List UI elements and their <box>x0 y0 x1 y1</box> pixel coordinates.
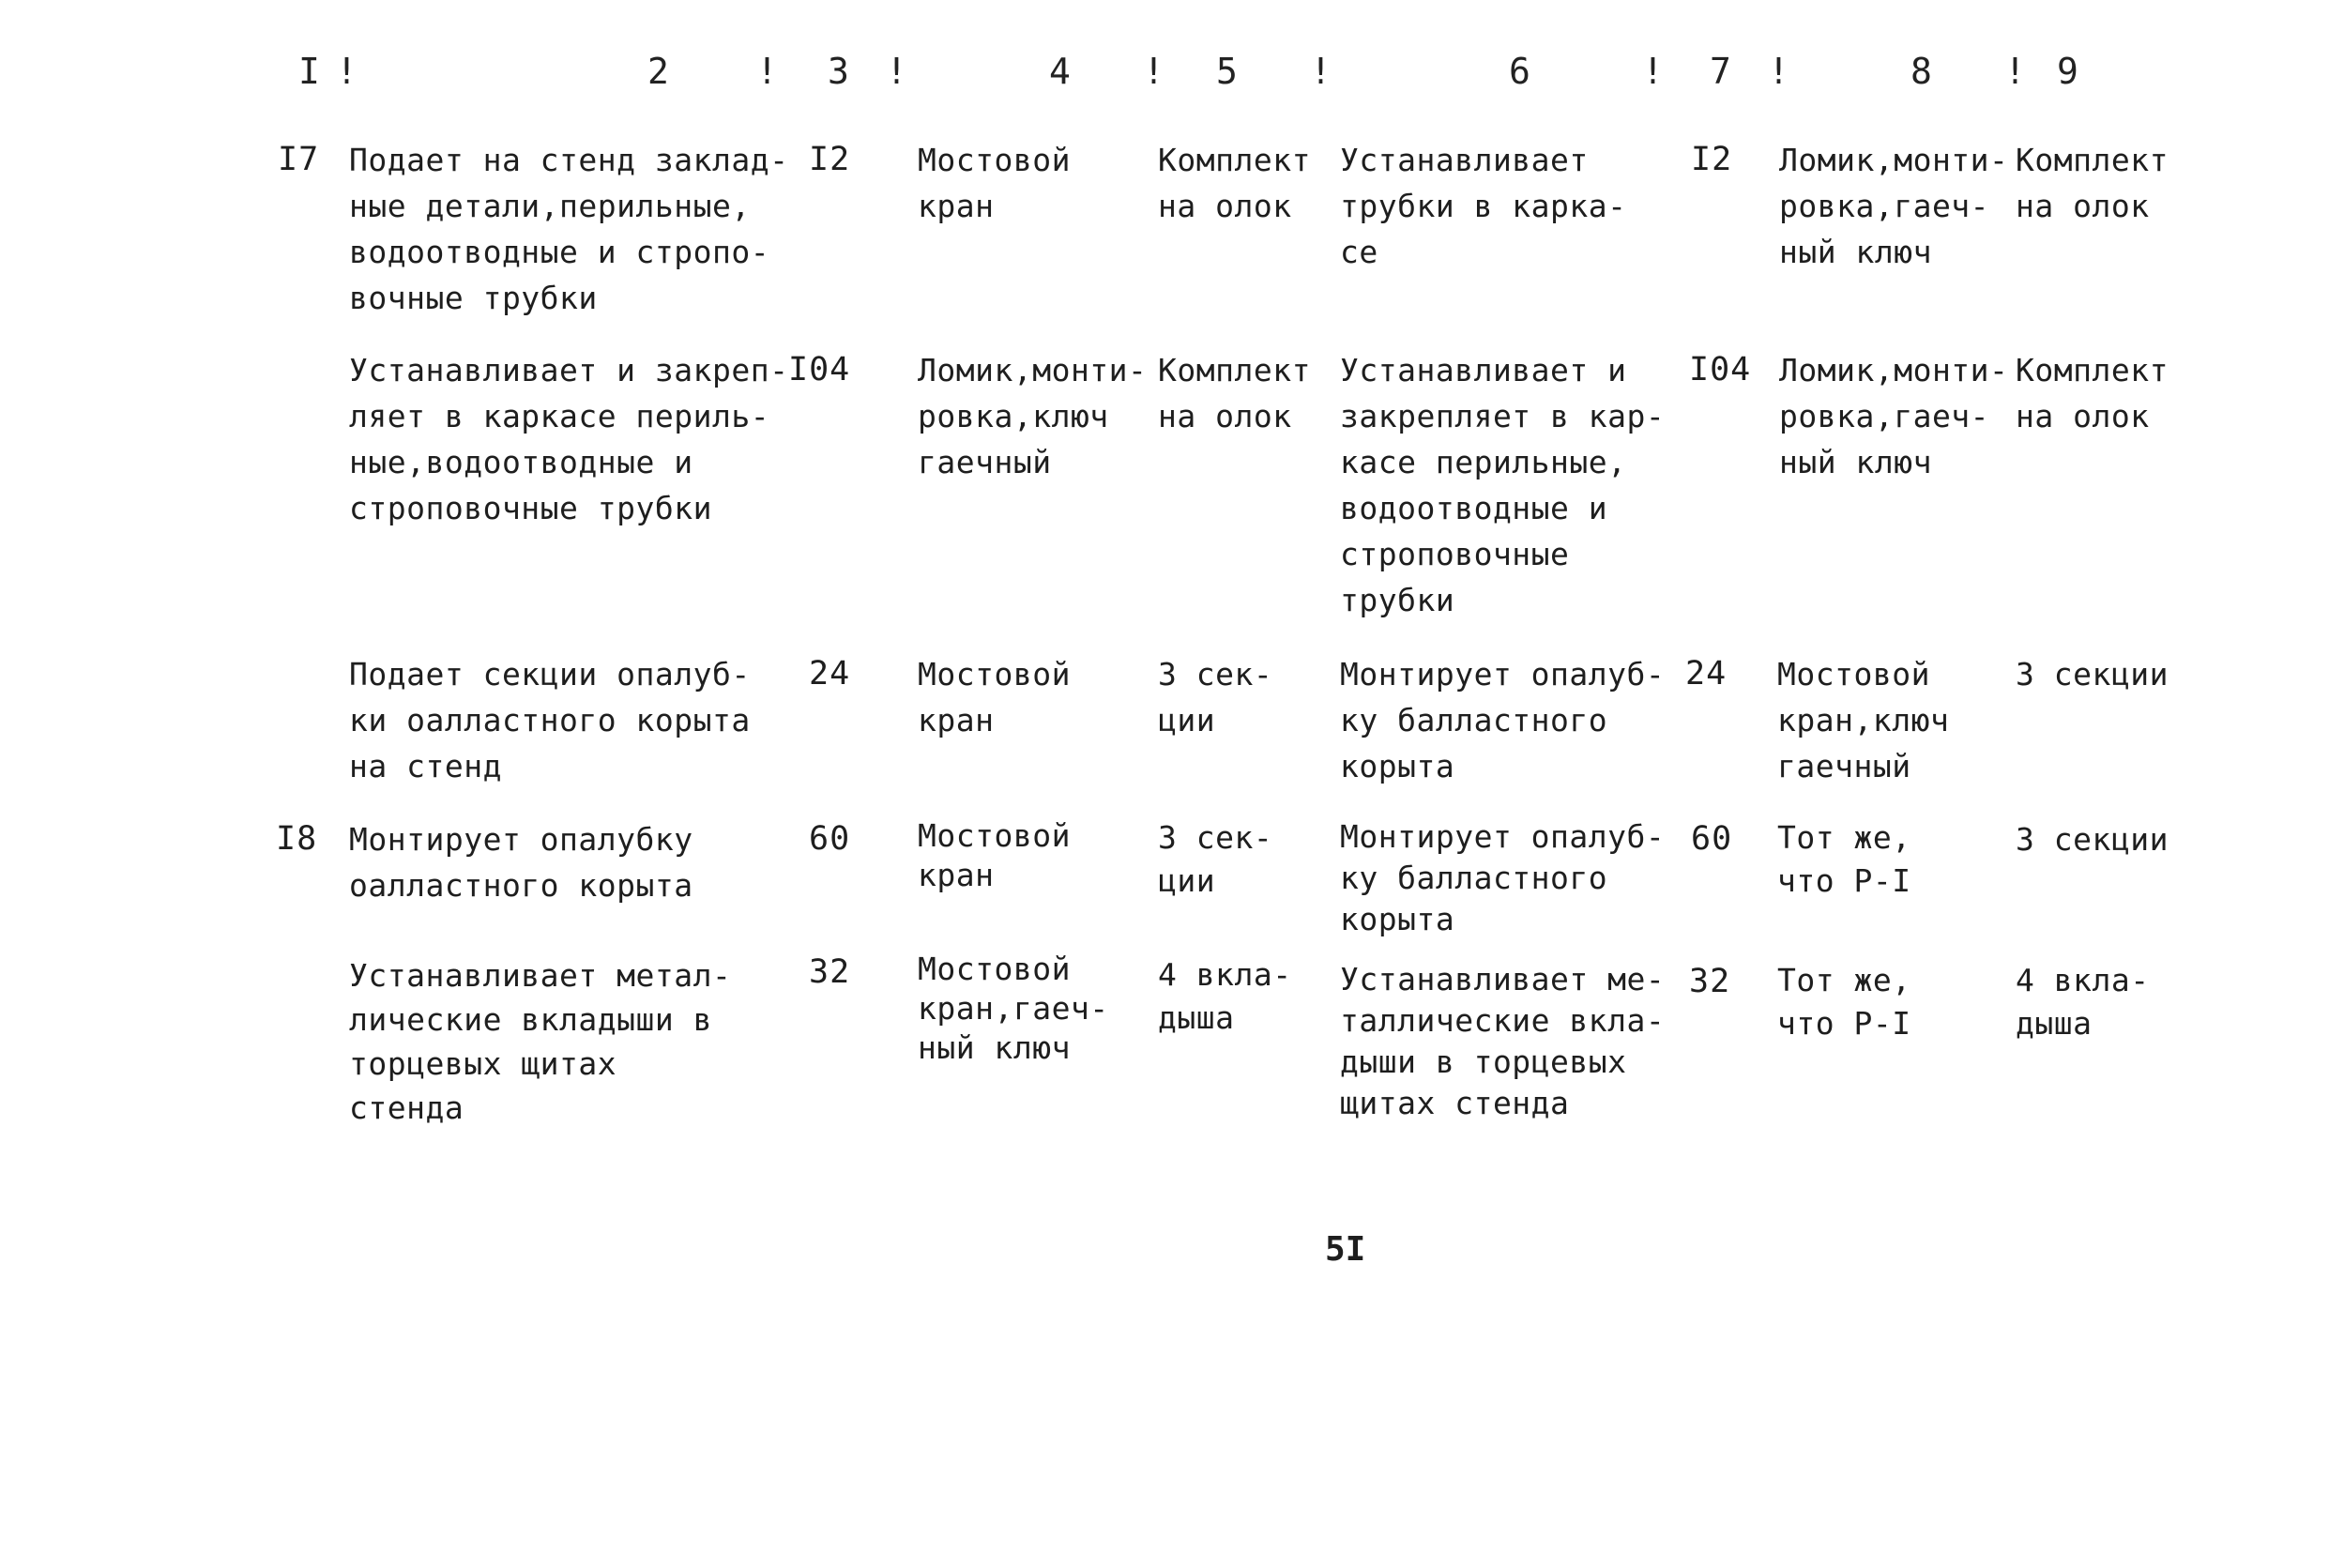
row-number: I7 <box>278 141 320 178</box>
col-header-2: 2 <box>647 51 671 92</box>
operation-description-2: Устанавливает и закрепляет в кар- касе перильные, водоотводные и строповочные трубки <box>1340 352 1666 618</box>
quantity-2: 4 вкла- дыша <box>2016 962 2150 1042</box>
quantity-2: 3 секции <box>2016 656 2169 693</box>
operation-description-2: Устанавливает ме- таллические вкла- дыши в торцевых щитах стенда <box>1340 961 1666 1121</box>
col-header-6: 6 <box>1509 51 1532 92</box>
col-header-3: 3 <box>828 51 851 92</box>
col-separator: ! <box>1310 51 1332 92</box>
tools: Мостовой кран,ключ гаечный <box>1777 656 1950 784</box>
quantity: 3 сек- ции <box>1158 819 1273 899</box>
equipment: Ломик,монти- ровка,ключ гаечный <box>918 352 1148 480</box>
quantity: Комплект на олок <box>1158 142 1311 224</box>
tools: Тот же, что Р-I <box>1777 962 1911 1042</box>
col-separator: ! <box>756 51 778 92</box>
tools: Тот же, что Р-I <box>1777 819 1911 899</box>
quantity-2: 3 секции <box>2016 821 2169 858</box>
tools: Ломик,монти- ровка,гаеч- ный ключ <box>1779 142 2009 270</box>
col-header-5: 5 <box>1216 51 1240 92</box>
col7-value: I04 <box>1689 351 1752 388</box>
col3-value: 24 <box>809 655 851 693</box>
col-separator: ! <box>1143 51 1164 92</box>
equipment: Мостовой кран <box>918 656 1071 738</box>
page-number: 5I <box>1325 1230 1366 1269</box>
operation-description: Подает секции опалуб- ки оалластного корыта на стенд <box>349 656 751 784</box>
col-header-9: 9 <box>2057 51 2080 92</box>
operation-description-2: Монтирует опалуб- ку балластного корыта <box>1340 818 1666 937</box>
equipment: Мостовой кран,гаеч- ный ключ <box>918 951 1109 1066</box>
col7-value: 60 <box>1691 820 1733 858</box>
col7-value: I2 <box>1691 141 1733 178</box>
col7-value: 32 <box>1689 963 1731 1000</box>
col3-value: I04 <box>788 351 851 388</box>
col3-value: 60 <box>809 820 851 858</box>
col-separator: ! <box>886 51 907 92</box>
quantity: Комплект на олок <box>1158 352 1311 434</box>
tools: Ломик,монти- ровка,гаеч- ный ключ <box>1779 352 2009 480</box>
operation-description: Монтирует опалубку оалластного корыта <box>349 821 693 904</box>
operation-description: Подает на стенд заклад- ные детали,перильные, водоотводные и стропо- вочные трубки <box>349 142 789 316</box>
col-separator: ! <box>2004 51 2026 92</box>
col-header-4: 4 <box>1049 51 1073 92</box>
equipment: Мостовой кран <box>918 142 1071 224</box>
operation-description: Устанавливает метал- лические вкладыши в торцевых щитах стенда <box>349 957 732 1126</box>
operation-description-2: Монтирует опалуб- ку балластного корыта <box>1340 656 1666 784</box>
col-separator: ! <box>1768 51 1789 92</box>
col7-value: 24 <box>1685 655 1728 693</box>
col-header-8: 8 <box>1910 51 1934 92</box>
col-header-1: I <box>298 51 322 92</box>
quantity-2: Комплект на олок <box>2016 142 2169 224</box>
quantity: 4 вкла- дыша <box>1158 956 1292 1036</box>
col-header-7: 7 <box>1710 51 1733 92</box>
quantity: 3 сек- ции <box>1158 656 1273 738</box>
quantity-2: Комплект на олок <box>2016 352 2169 434</box>
equipment: Мостовой кран <box>918 817 1071 893</box>
col-separator: ! <box>1642 51 1664 92</box>
col-separator: ! <box>336 51 358 92</box>
row-number: I8 <box>276 820 318 858</box>
operation-description-2: Устанавливает трубки в карка- се <box>1340 142 1627 270</box>
operation-description: Устанавливает и закреп- ляет в каркасе периль- ные,водоотводные и строповочные трубки <box>349 352 789 526</box>
col3-value: 32 <box>809 953 851 991</box>
col3-value: I2 <box>809 141 851 178</box>
